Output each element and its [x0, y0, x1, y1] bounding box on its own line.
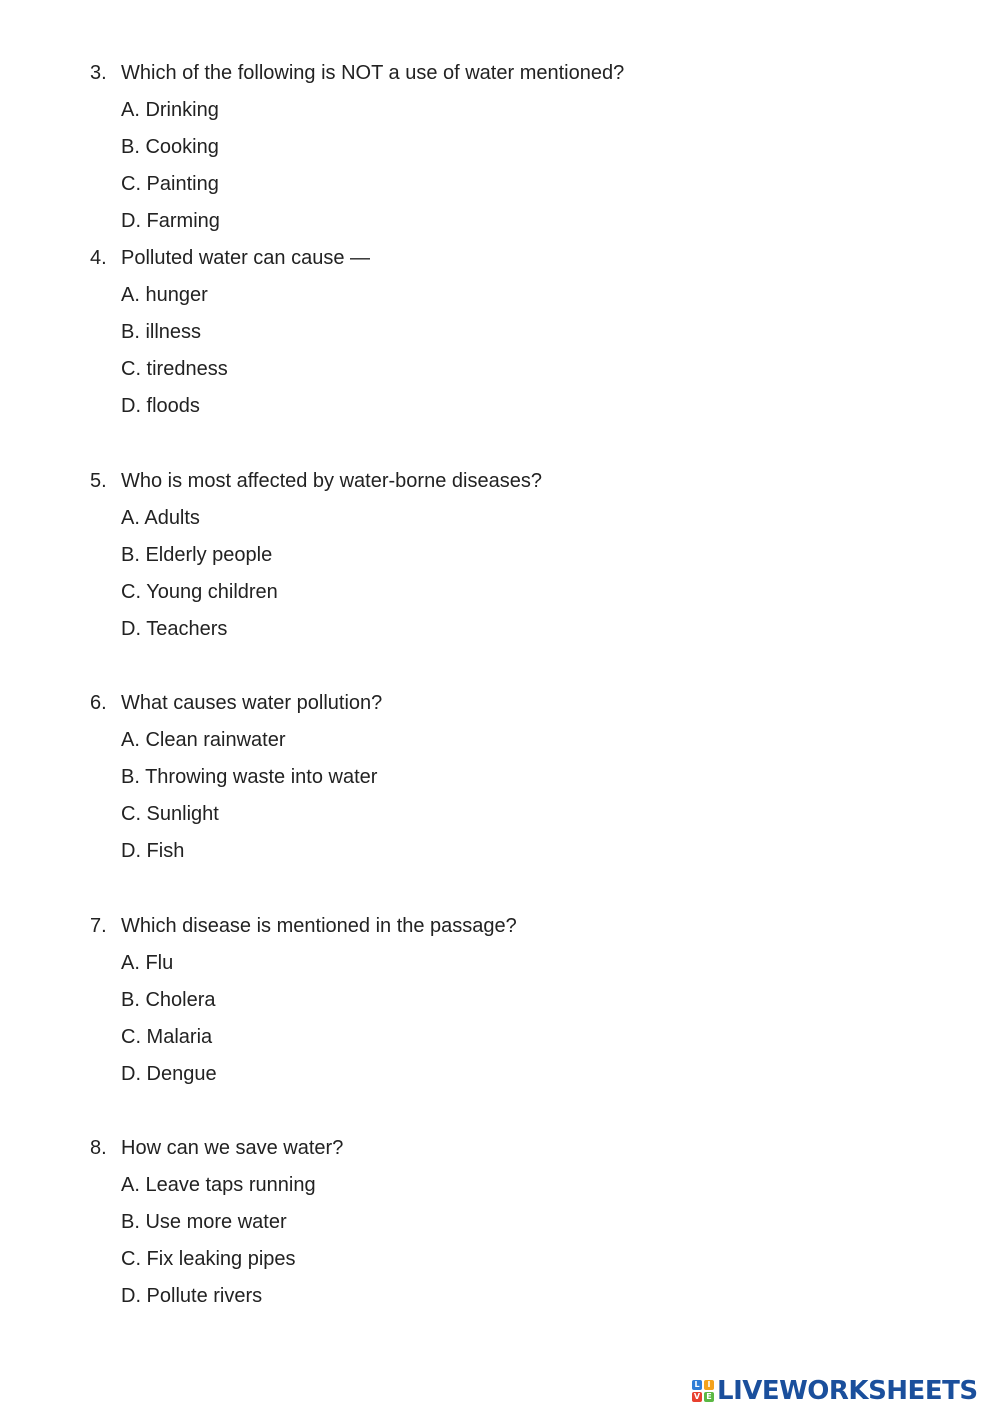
question-number: 5. — [90, 470, 107, 492]
question-number: 7. — [90, 915, 107, 937]
question-7 — [90, 908, 910, 1093]
logo-tile: E — [704, 1392, 714, 1402]
question-number: 6. — [90, 692, 107, 714]
question-stem — [90, 55, 910, 92]
logo-tile: V — [693, 1392, 701, 1401]
question-6 — [90, 685, 910, 870]
option-b[interactable]: B. Throwing waste into water — [121, 766, 378, 788]
question-text: Polluted water can cause — — [121, 247, 371, 269]
question-text: How can we save water? — [121, 1137, 344, 1159]
option-b[interactable]: B. Cholera — [121, 989, 216, 1011]
question-stem — [90, 240, 910, 277]
question-3 — [90, 55, 910, 240]
option-c[interactable]: C. Painting — [121, 173, 219, 195]
option-d[interactable]: D. Pollute rivers — [121, 1285, 263, 1307]
option-a[interactable]: A. hunger — [121, 284, 208, 306]
question-number: 8. — [90, 1137, 107, 1159]
option-b[interactable]: B. Elderly people — [121, 544, 273, 566]
question-stem — [90, 1130, 910, 1167]
question-number: 3. — [90, 62, 107, 84]
option-d[interactable]: D. Farming — [121, 210, 220, 232]
option-a[interactable]: A. Adults — [121, 507, 200, 529]
question-5 — [90, 463, 910, 648]
question-8 — [90, 1130, 910, 1315]
logo-text: LIVEWORKSHEETS — [717, 1376, 978, 1406]
option-b[interactable]: B. illness — [121, 321, 202, 343]
option-a[interactable]: A. Clean rainwater — [121, 729, 286, 751]
option-d[interactable]: D. Dengue — [121, 1063, 217, 1085]
question-text: Which of the following is NOT a use of water mentioned? — [121, 62, 625, 84]
logo-mark-icon — [692, 1380, 714, 1402]
question-text: What causes water pollution? — [121, 692, 383, 714]
option-a[interactable]: A. Leave taps running — [121, 1174, 316, 1196]
option-a[interactable]: A. Drinking — [121, 99, 219, 121]
option-b[interactable]: B. Cooking — [121, 136, 219, 158]
question-stem — [90, 685, 910, 722]
option-d[interactable]: D. Fish — [121, 840, 185, 862]
option-c[interactable]: C. Fix leaking pipes — [121, 1248, 296, 1270]
option-b[interactable]: B. Use more water — [121, 1211, 287, 1233]
option-a[interactable]: A. Flu — [121, 952, 174, 974]
option-c[interactable]: C. Malaria — [121, 1026, 213, 1048]
question-4 — [90, 240, 910, 425]
option-c[interactable]: C. Young children — [121, 581, 278, 603]
liveworksheets-logo — [692, 1376, 978, 1406]
option-c[interactable]: C. Sunlight — [121, 803, 219, 825]
question-text: Which disease is mentioned in the passage? — [121, 915, 517, 937]
logo-tile: I — [704, 1380, 714, 1390]
question-number: 4. — [90, 247, 107, 269]
question-stem — [90, 463, 910, 500]
option-d[interactable]: D. Teachers — [121, 618, 228, 640]
question-text: Who is most affected by water-borne diseases? — [121, 470, 542, 492]
option-c[interactable]: C. tiredness — [121, 358, 228, 380]
question-stem — [90, 908, 910, 945]
option-d[interactable]: D. floods — [121, 395, 200, 417]
logo-tile: L — [692, 1380, 702, 1390]
